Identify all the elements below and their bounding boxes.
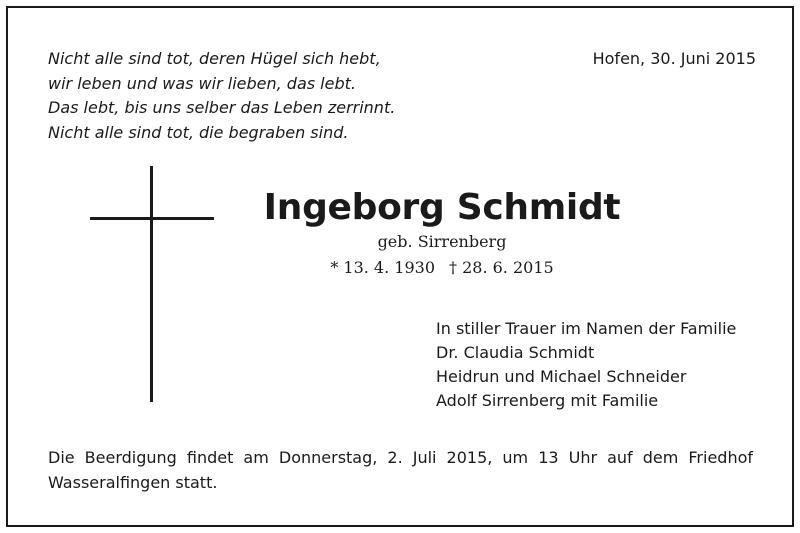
mourners-list — [436, 317, 736, 413]
mourner-name: Adolf Sirrenberg mit Familie — [436, 391, 659, 410]
poem-line: Das lebt, bis uns selber das Leben zerrinnt. — [48, 98, 396, 117]
death-date: † 28. 6. 2015 — [449, 258, 554, 277]
mourner-name: Dr. Claudia Schmidt — [436, 343, 595, 362]
birth-date: * 13. 4. 1930 — [330, 258, 435, 277]
poem-line: wir leben und was wir lieben, das lebt. — [48, 73, 356, 93]
deceased-name: Ingeborg Schmidt — [263, 187, 621, 228]
poem-line: Nicht alle sind tot, deren Hügel sich hebt, — [48, 49, 381, 68]
maiden-name: geb. Sirrenberg — [377, 232, 507, 251]
funeral-notice: Die Beerdigung findet am Donnerstag, 2. Juli 2015, um 13 Uhr auf dem Friedhof Wasseralfingen statt. — [48, 448, 753, 492]
place-and-date: Hofen, 30. Juni 2015 — [592, 49, 756, 68]
mourner-name: Heidrun und Michael Schneider — [436, 367, 687, 386]
memorial-poem — [48, 47, 395, 145]
mourners-intro: In stiller Trauer im Namen der Familie — [436, 319, 737, 338]
life-dates — [8, 257, 800, 279]
poem-line: Nicht alle sind tot, die begraben sind. — [48, 122, 349, 142]
obituary-notice — [6, 6, 794, 527]
